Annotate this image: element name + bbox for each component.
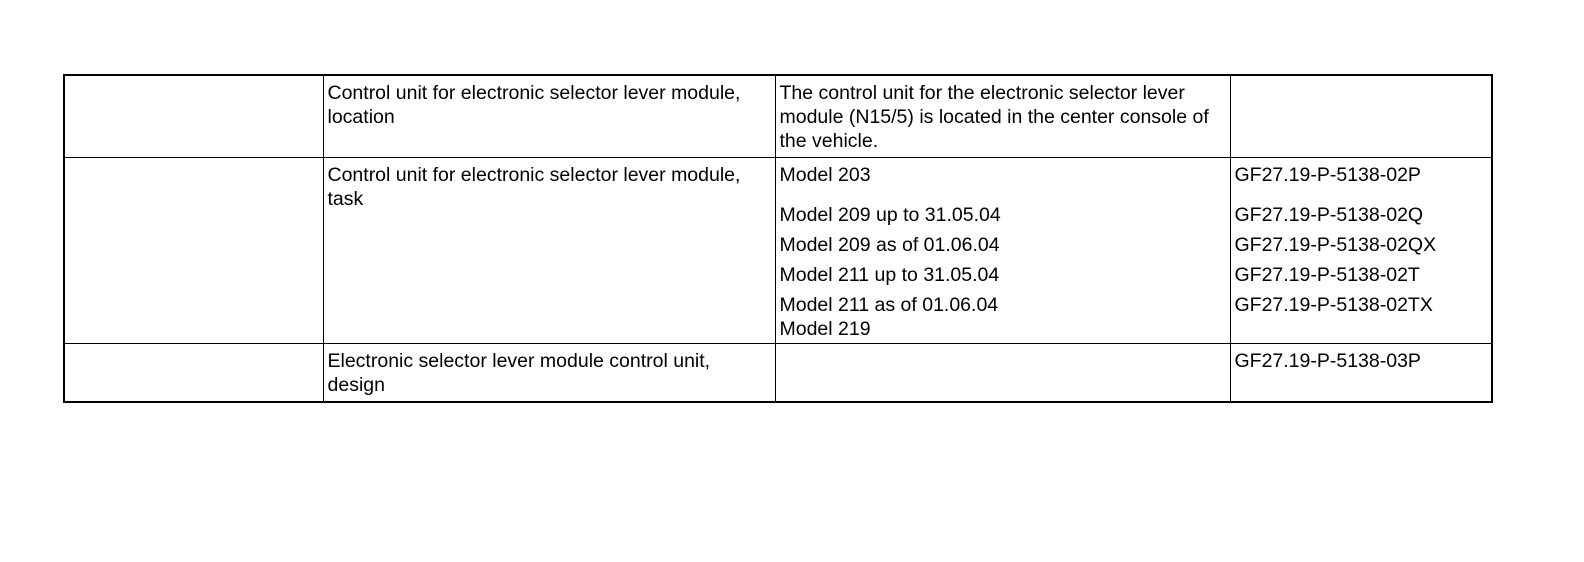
- model-line: Model 219: [779, 318, 871, 340]
- model-cell: Model 211 up to 31.05.04: [775, 259, 1230, 289]
- blank-cell: [64, 344, 323, 403]
- blank-cell: [64, 75, 323, 158]
- model-cell: [775, 289, 1230, 344]
- blank-cell: [64, 158, 323, 344]
- description-cell: [775, 344, 1230, 403]
- table-row-location: [64, 75, 1492, 158]
- reference-cell: [1230, 75, 1492, 158]
- reference-link[interactable]: GF27.19-P-5138-02P: [1230, 158, 1492, 200]
- model-line: Model 211 as of 01.06.04: [779, 294, 999, 316]
- description-cell: The control unit for the electronic selector lever module (N15/5) is located in the center console of the vehicle.: [775, 75, 1230, 158]
- reference-table: [63, 74, 1493, 403]
- model-cell: Model 203: [775, 158, 1230, 200]
- table-row-design: [64, 344, 1492, 403]
- model-cell: Model 209 as of 01.06.04: [775, 229, 1230, 259]
- reference-link[interactable]: GF27.19-P-5138-02QX: [1230, 229, 1492, 259]
- table-row-task: [64, 158, 1492, 200]
- reference-link[interactable]: GF27.19-P-5138-02T: [1230, 259, 1492, 289]
- model-cell: Model 209 up to 31.05.04: [775, 199, 1230, 229]
- reference-link[interactable]: GF27.19-P-5138-03P: [1230, 344, 1492, 403]
- topic-cell: Control unit for electronic selector lever module, task: [323, 158, 775, 344]
- topic-cell: Electronic selector lever module control unit, design: [323, 344, 775, 403]
- topic-cell: Control unit for electronic selector lever module, location: [323, 75, 775, 158]
- reference-link[interactable]: GF27.19-P-5138-02Q: [1230, 199, 1492, 229]
- reference-link[interactable]: GF27.19-P-5138-02TX: [1230, 289, 1492, 344]
